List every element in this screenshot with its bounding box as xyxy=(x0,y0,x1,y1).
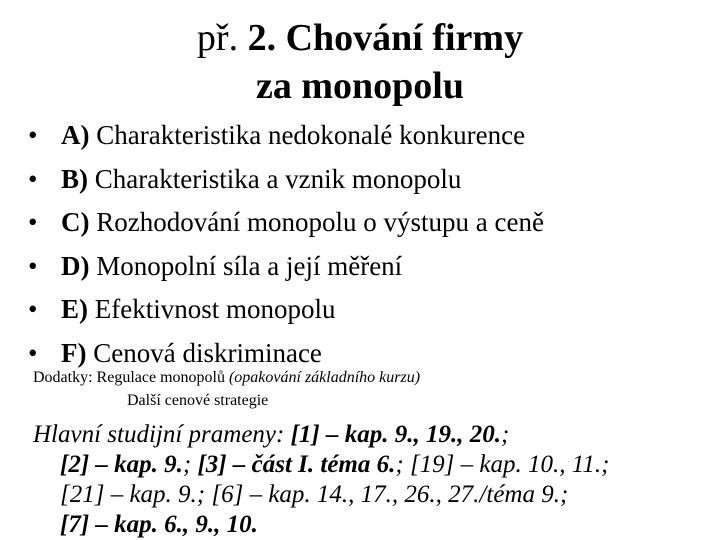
list-item xyxy=(28,288,544,332)
sources-line-4: [7] – kap. 6., 9., 10. xyxy=(60,511,258,538)
sources-sep-2: ; xyxy=(182,451,198,478)
item-letter: D) xyxy=(61,250,90,281)
item-letter: A) xyxy=(61,120,90,150)
sources-ref-3: [3] – část I. téma 6. xyxy=(197,451,396,478)
item-letter: B) xyxy=(61,163,88,194)
sources-ref-1: [1] – kap. 9., 19., 20. xyxy=(290,421,502,448)
topic-list xyxy=(28,114,544,375)
addenda xyxy=(33,366,420,412)
sources-line-3: [21] – kap. 9.; [6] – kap. 14., 17., 26., 27./téma 9.; xyxy=(60,481,569,508)
sources-label: Hlavní studijní prameny: xyxy=(33,421,291,448)
page-title xyxy=(0,14,720,110)
item-text: Rozhodování monopolu o výstupu a ceně xyxy=(96,207,544,237)
title-line-2: za monopolu xyxy=(256,65,464,107)
bullet-icon: • xyxy=(28,120,38,150)
bullet-icon: • xyxy=(28,250,38,281)
item-letter: F) xyxy=(61,337,87,368)
sources-sep-1: ; xyxy=(501,421,510,448)
item-text: Efektivnost monopolu xyxy=(94,294,336,324)
addenda-label: Dodatky: Regulace monopolů xyxy=(33,369,225,386)
item-text: Charakteristika nedokonalé konkurence xyxy=(96,120,526,150)
item-letter: E) xyxy=(61,294,88,324)
list-item xyxy=(28,114,544,158)
sources-ref-19: ; [19] – kap. 10., 11.; xyxy=(395,451,610,478)
item-text: Charakteristika a vznik monopolu xyxy=(94,163,462,194)
addenda-note: (opakování základního kurzu) xyxy=(228,369,421,386)
addenda-line-2: Další cenové strategie xyxy=(127,392,269,409)
list-item xyxy=(28,158,544,202)
title-prefix: př. xyxy=(196,17,239,59)
sources-ref-2: [2] – kap. 9. xyxy=(60,451,183,478)
bullet-icon: • xyxy=(28,294,38,324)
item-text: Cenová diskriminace xyxy=(93,337,322,368)
list-item xyxy=(28,245,544,289)
study-sources xyxy=(33,420,609,540)
item-text: Monopolní síla a její měření xyxy=(96,250,403,281)
title-line-1: 2. Chování firmy xyxy=(247,17,524,59)
item-letter: C) xyxy=(61,207,90,237)
list-item xyxy=(28,201,544,245)
bullet-icon: • xyxy=(28,207,38,237)
bullet-icon: • xyxy=(28,337,38,368)
bullet-icon: • xyxy=(28,163,38,194)
